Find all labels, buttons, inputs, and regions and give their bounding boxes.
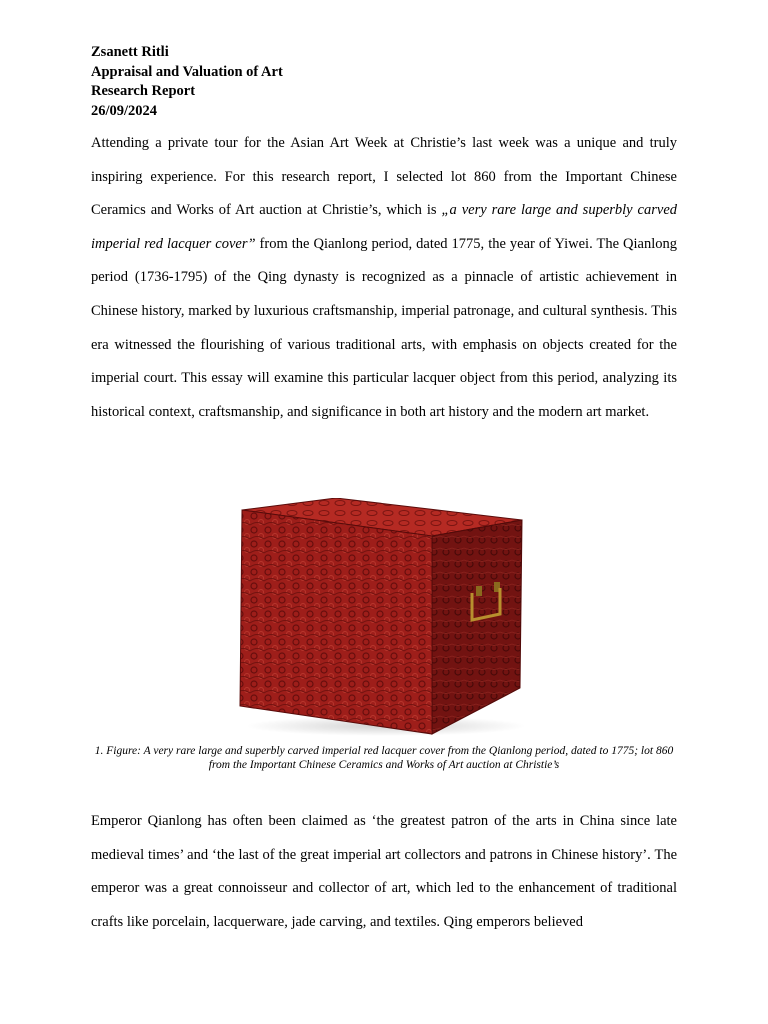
document-type: Research Report: [91, 83, 196, 100]
body-paragraph: Emperor Qianlong has often been claimed as ‘the greatest patron of the arts in China since late medieval times’ and ‘the last of the great imperial art collectors and patrons in Chinese history’. The emperor was a great connoisseur and collector of art, which led to the enhancement of traditional crafts like porcelain, lacquerware, jade carving, and textiles. Qing emperors believed: [91, 813, 677, 930]
intro-text-part2: from the Qianlong period, dated 1775, the year of Yiwei. The Qianlong period (1736-1795) of the Qing dynasty is recognized as a pinnacle of artistic achievement in Chinese history, marked by luxurious craftsmanship, imperial patronage, and cultural synthesis. This era witnessed the flourishing of various traditional arts, with emphasis on objects created for the imperial court. This essay will examine this particular lacquer object from this period, analyzing its historical context, craftsmanship, and significance in both art history and the modern art market.: [91, 235, 677, 420]
intro-text-part1: Attending a private tour for the Asian Art Week at Christie’s last week was a unique and truly inspiring experience. For this research report, I selected lot 860 from the Important Chinese Ceramics and Works of Art auction at Christie’s, which is: [91, 135, 677, 219]
intro-paragraph: [91, 127, 677, 429]
document-date: 26/09/2024: [91, 103, 158, 120]
figure-caption: 1. Figure: A very rare large and superbly carved imperial red lacquer cover from the Qianlong period, dated to 1775; lot 860 from the Important Chinese Ceramics and Works of Art auction at Christie’s: [94, 745, 674, 771]
document-header: [91, 43, 283, 122]
author-name: Zsanett Ritli: [91, 44, 169, 60]
lacquer-box-image: [236, 498, 524, 736]
course-title: Appraisal and Valuation of Art: [91, 63, 283, 80]
intro-italic-title: „a very rare large and superbly carved imperial red lacquer cover”: [91, 202, 678, 252]
